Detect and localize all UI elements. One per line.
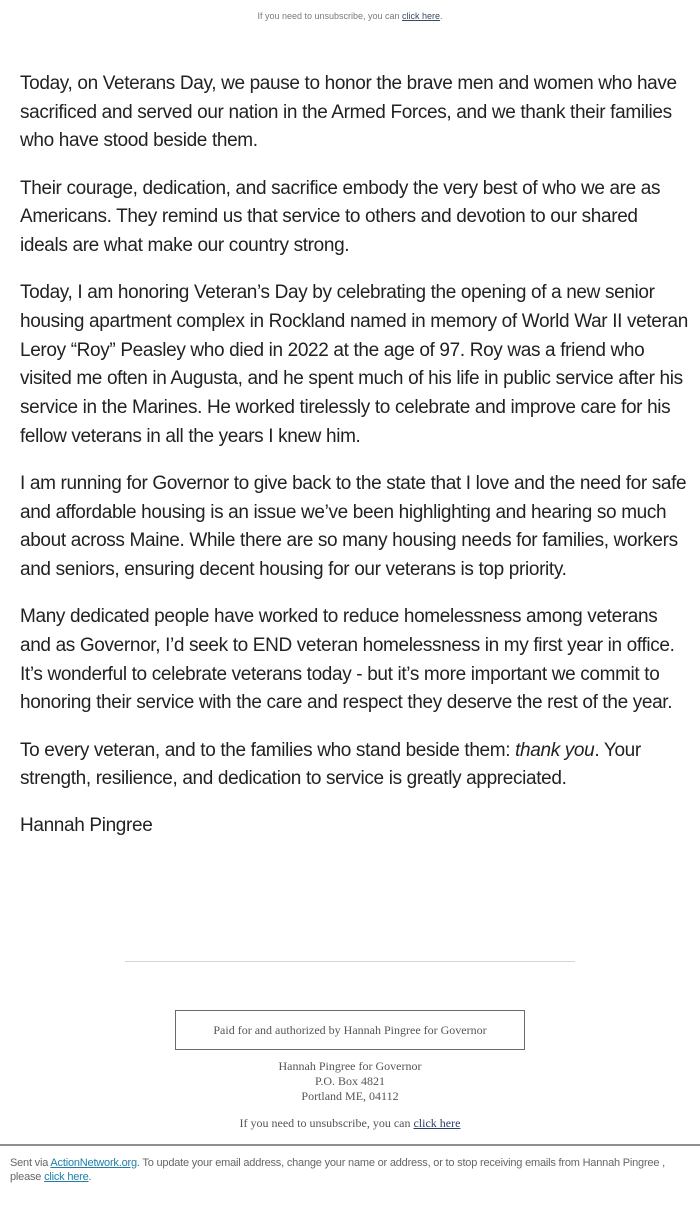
top-unsubscribe-link[interactable]: click here — [402, 11, 441, 21]
footer-sent-via-text: Sent via — [10, 1157, 51, 1169]
closing-emphasis: thank you — [515, 739, 595, 761]
address-line-1: Hannah Pingree for Governor — [278, 1059, 422, 1073]
top-unsubscribe-notice — [0, 11, 700, 21]
section-divider — [125, 961, 575, 962]
footer-suffix: . — [88, 1171, 92, 1183]
letter-paragraph-3: Today, I am honoring Veteran’s Day by celebrating the opening of a new senior housing apartment complex in Rockland named in memory of World War II veteran Leroy “Roy” Peasley who died in 2022 at the age of 97. Roy was a friend who visited me often in Augusta, and he spent much of his life in public service after his service in the Marines. He worked tirelessly to celebrate and improve care for his fellow veterans in all the years I knew him. — [20, 282, 688, 447]
paid-for-disclaimer-box — [175, 1010, 525, 1050]
top-unsubscribe-suffix: . — [440, 11, 443, 21]
campaign-address — [0, 1059, 700, 1104]
paid-for-text: Paid for and authorized by Hannah Pingree for Governor — [213, 1022, 487, 1037]
action-network-link[interactable]: ActionNetwork.org — [50, 1157, 137, 1169]
closing-suffix: . Your strength, resilience, and dedication to service is greatly appreciated. — [20, 739, 641, 790]
top-unsubscribe-text: If you need to unsubscribe, you can — [257, 11, 403, 21]
bottom-unsubscribe-text: If you need to unsubscribe, you can — [239, 1116, 414, 1130]
letter-body — [20, 70, 690, 860]
footer-manage-subscription-link[interactable]: click here — [44, 1171, 89, 1183]
bottom-unsubscribe-notice — [0, 1116, 700, 1131]
letter-paragraph-1: Today, on Veterans Day, we pause to honor the brave men and women who have sacrificed and served our nation in the Armed Forces, and we thank their families who have stood beside them. — [20, 73, 677, 152]
address-line-3: Portland ME, 04112 — [301, 1089, 399, 1103]
action-network-footer — [10, 1156, 695, 1184]
address-line-2: P.O. Box 4821 — [314, 1074, 385, 1088]
bottom-unsubscribe-link[interactable]: click here — [413, 1116, 461, 1130]
footer-separator-bar — [0, 1144, 700, 1146]
letter-closing-paragraph — [20, 737, 690, 794]
closing-prefix: To every veteran, and to the families who stand beside them: — [20, 739, 516, 761]
letter-paragraph-4: I am running for Governor to give back to the state that I love and the need for safe and affordable housing is an issue we’ve been highlighting and hearing so much about across Maine. While there are so many housing needs for families, workers and seniors, ensuring decent housing for our veterans is top priority. — [20, 472, 687, 581]
footer-middle-text: . To update your email address, change your name or address, or to stop receiving emails from Hannah Pingree , please — [10, 1157, 665, 1183]
letter-paragraph-5: Many dedicated people have worked to reduce homelessness among veterans and as Governor, I’d seek to END veteran homelessness in my first year in office. It’s wonderful to celebrate veterans today - but it’s more important we commit to honoring their service with the care and respect they deserve the rest of the year. — [20, 606, 675, 714]
letter-signature: Hannah Pingree — [20, 815, 153, 837]
letter-paragraph-2: Their courage, dedication, and sacrifice embody the very best of who we are as Americans. They remind us that service to others and devotion to our shared ideals are what make our country strong. — [20, 177, 661, 257]
